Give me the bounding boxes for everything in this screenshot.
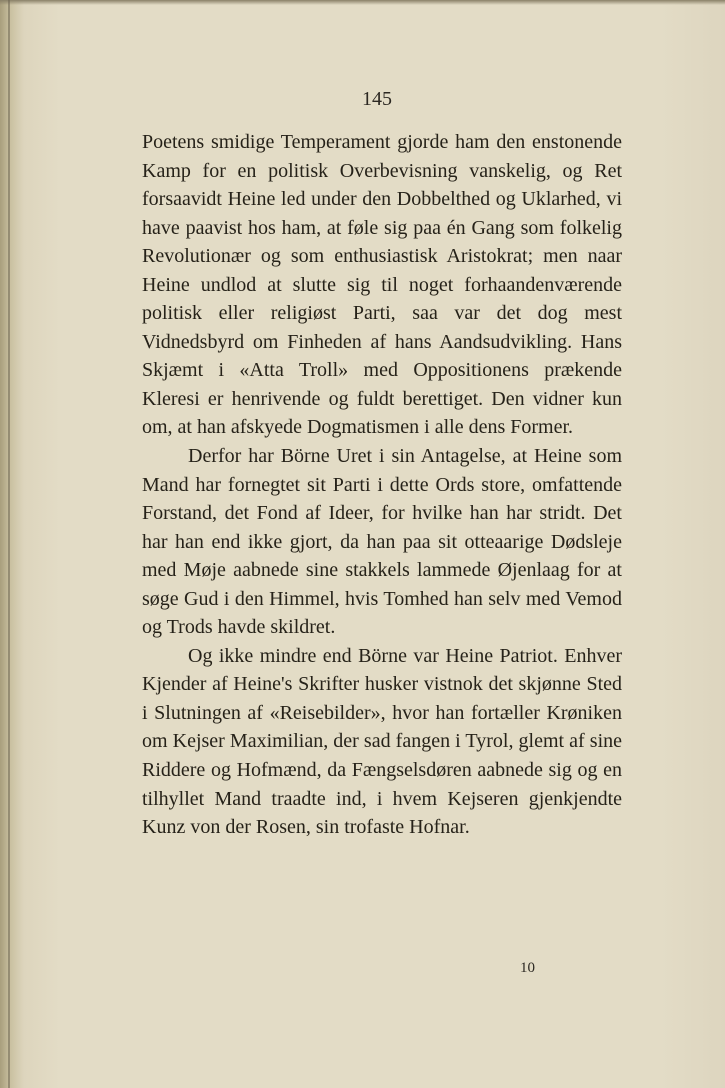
paragraph-3: Og ikke mindre end Börne var Heine Patriot. Enhver Kjender af Heine's Skrifter husker vistnok det skjønne Sted i Slutningen af «Reisebilder», hvor han fortæller Krøniken om Kejser Maximilian, der sad fangen i Tyrol, glemt af sine Riddere og Hofmænd, da Fængselsdøren aabnede sig og en tilhyllet Mand traadte ind, i hvem Kejseren gjenkjendte Kunz von der Rosen, sin trofaste Hofnar. <box>142 644 622 839</box>
signature-mark: 10 <box>520 960 535 976</box>
page-number: 145 <box>362 88 392 110</box>
binding-edge <box>8 0 10 1088</box>
paragraph-2: Derfor har Börne Uret i sin Antagelse, at Heine som Mand har fornegtet sit Parti i dette Ords store, omfattende Forstand, det Fond af Ideer, for hvilke han har stridt. Det har han end ikke gjort, da han paa sit otteaarige Dødsleje med Møje aabnede sine stakkels lammede Øjenlaag for at søge Gud i den Himmel, hvis Tomhed han selv med Vemod og Trods havde skildret. <box>142 445 622 639</box>
paragraph-1: Poetens smidige Temperament gjorde ham den enstonende Kamp for en politisk Overbevisning vanskelig, og Ret forsaavidt Heine led under den Dobbelthed og Uklarhed, vi have paavist hos ham, at føle sig paa én Gang som folkelig Revolutionær og som enthusiastisk Aristokrat; men naar Heine undlod at slutte sig til noget forhaandenværende politisk eller religiøst Parti, saa var det dog mest Vidnedsbyrd om Finheden af hans Aandsudvikling. Hans Skjæmt i «Atta Troll» med Oppositionens prækende Kleresi er henrivende og fuldt berettiget. Den vidner kun om, at han afskyede Dogmatismen i alle dens Former. <box>142 131 622 439</box>
body-text <box>142 128 622 842</box>
page-top-edge <box>0 0 725 5</box>
